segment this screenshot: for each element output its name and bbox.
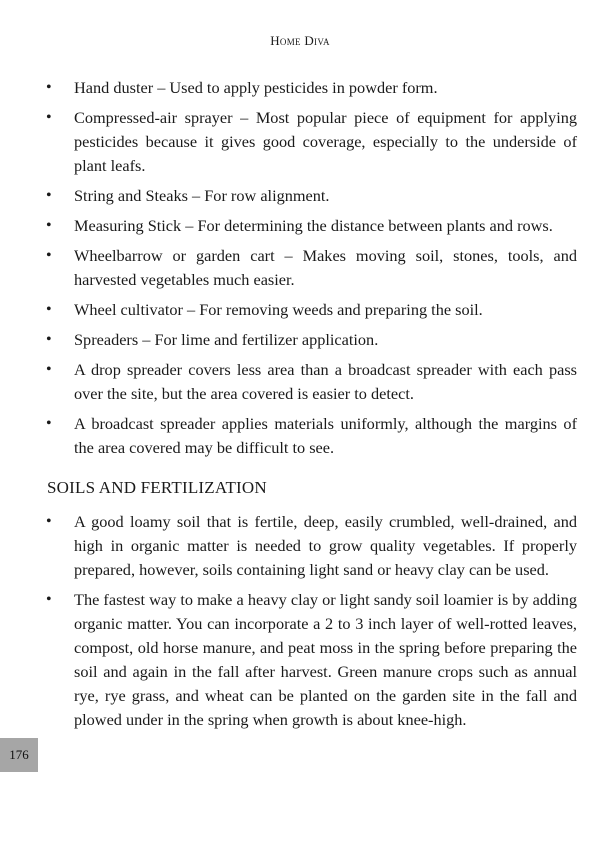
page-number: 176 — [0, 738, 38, 772]
bullet-icon: • — [46, 331, 52, 348]
bullet-icon: • — [46, 79, 52, 96]
list-item-text: A drop spreader covers less area than a broadcast spreader with each pass over the site, but the area covered is easier to detect. — [74, 360, 577, 403]
soils-list — [0, 510, 577, 738]
list-item-text: Compressed-air sprayer – Most popular piece of equipment for applying pesticides because it gives good coverage, especially to the underside of plant leafs. — [74, 108, 577, 175]
list-item — [0, 298, 577, 322]
bullet-icon: • — [46, 109, 52, 126]
list-item-text: A good loamy soil that is fertile, deep, easily crumbled, well-drained, and high in organic matter is needed to grow quality vegetables. If properly prepared, however, soils containing light sand or heavy clay can be used. — [74, 512, 577, 579]
bullet-icon: • — [46, 247, 52, 264]
list-item — [0, 244, 577, 292]
bullet-icon: • — [46, 187, 52, 204]
bullet-icon: • — [46, 361, 52, 378]
list-item — [0, 214, 577, 238]
list-item — [0, 588, 577, 732]
bullet-icon: • — [46, 415, 52, 432]
list-item-text: Wheel cultivator – For removing weeds and preparing the soil. — [74, 300, 483, 319]
list-item-text: String and Steaks – For row alignment. — [74, 186, 330, 205]
list-item-text: Wheelbarrow or garden cart – Makes moving soil, stones, tools, and harvested vegetables much easier. — [74, 246, 577, 289]
bullet-icon: • — [46, 301, 52, 318]
list-item — [0, 358, 577, 406]
bullet-icon: • — [46, 513, 52, 530]
list-item-text: Spreaders – For lime and fertilizer application. — [74, 330, 379, 349]
bullet-icon: • — [46, 217, 52, 234]
equipment-list — [0, 76, 577, 466]
list-item-text: Measuring Stick – For determining the distance between plants and rows. — [74, 216, 553, 235]
list-item — [0, 184, 577, 208]
list-item — [0, 76, 577, 100]
running-head: Home Diva — [270, 33, 330, 48]
bullet-icon: • — [46, 591, 52, 608]
list-item — [0, 328, 577, 352]
section-heading: SOILS AND FERTILIZATION — [47, 478, 267, 497]
list-item-text: The fastest way to make a heavy clay or light sandy soil loamier is by adding organic matter. You can incorporate a 2 to 3 inch layer of well-rotted leaves, compost, old horse manure, and peat moss in the spring before preparing the soil and again in the fall after harvest. Green manure crops such as annual rye, rye grass, and wheat can be planted on the garden site in the fall and plowed under in the spring when growth is about knee-high. — [74, 590, 577, 729]
list-item — [0, 412, 577, 460]
list-item — [0, 510, 577, 582]
list-item-text: Hand duster – Used to apply pesticides in powder form. — [74, 78, 438, 97]
list-item — [0, 106, 577, 178]
list-item-text: A broadcast spreader applies materials uniformly, although the margins of the area covered may be difficult to see. — [74, 414, 577, 457]
